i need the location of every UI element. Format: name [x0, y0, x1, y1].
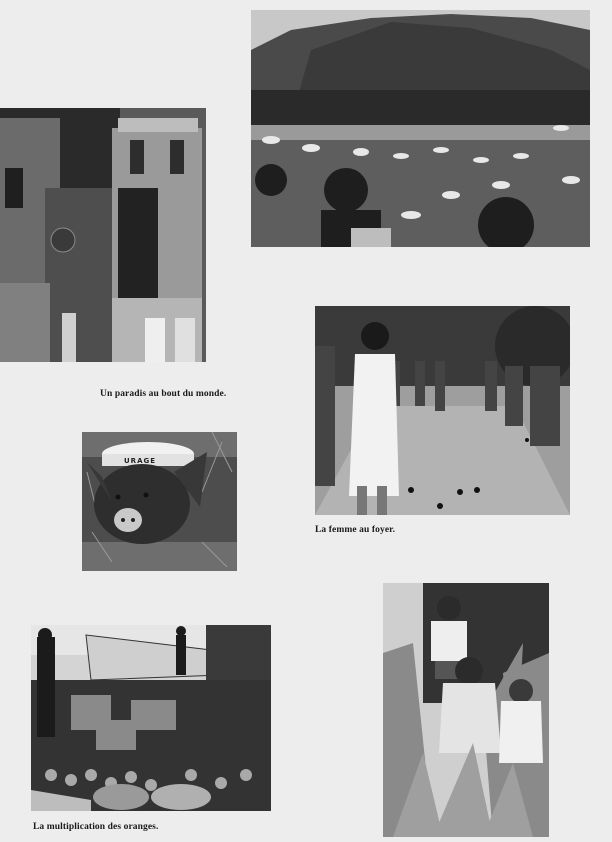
children-photo — [383, 583, 549, 837]
market-photo — [31, 625, 271, 811]
crowd-photo — [251, 10, 590, 247]
caption-paradis: Un paradis au bout du monde. — [100, 389, 227, 399]
caption-femme: La femme au foyer. — [315, 525, 396, 535]
pig-photo — [82, 432, 237, 571]
petanque-photo — [315, 306, 570, 515]
cap-lettering: URAGE — [124, 457, 157, 465]
caption-oranges: La multiplication des oranges. — [33, 822, 159, 832]
church-photo — [0, 108, 206, 362]
